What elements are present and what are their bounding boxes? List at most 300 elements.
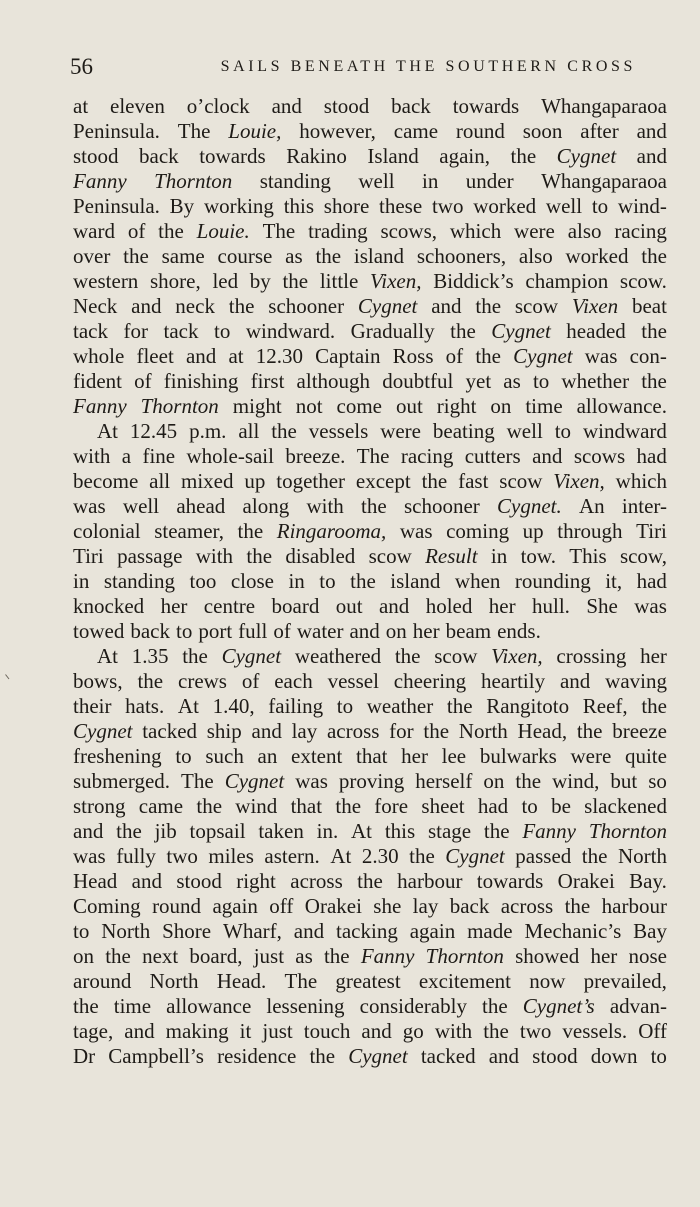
word: worked (565, 244, 629, 268)
word: time (113, 994, 152, 1018)
word: through (557, 519, 623, 543)
word: scows (573, 444, 626, 468)
word: came (138, 794, 184, 818)
word: Coming (73, 894, 141, 918)
word: The (262, 219, 296, 243)
word: was (634, 594, 667, 618)
word: board, (189, 944, 243, 968)
word: coming (446, 519, 510, 543)
word: the (421, 469, 448, 493)
text-line (73, 94, 667, 119)
word: and (349, 619, 380, 643)
text-line (73, 694, 667, 719)
word: western (73, 269, 139, 293)
word: Head (73, 869, 118, 893)
word: had (636, 444, 667, 468)
word: mixed (181, 469, 234, 493)
word: she (373, 894, 402, 918)
word: this (283, 194, 315, 218)
word: Bay. (629, 869, 667, 893)
word: tacked (142, 719, 198, 743)
word: Thornton (588, 819, 667, 843)
word: back (130, 619, 170, 643)
word: standing (103, 569, 175, 593)
word: back (391, 94, 431, 118)
word: North (149, 969, 199, 993)
word: the (483, 1019, 509, 1043)
word: go (402, 1019, 424, 1043)
word: vessels. (562, 1019, 628, 1043)
word: again (212, 894, 258, 918)
word: showed (515, 944, 580, 968)
word: to (319, 569, 336, 593)
word: tack (73, 319, 108, 343)
word: ends. (497, 619, 541, 643)
word: Thornton (140, 394, 219, 418)
word: the (450, 319, 476, 343)
word: taken (258, 819, 304, 843)
word: The (181, 769, 214, 793)
word: Ross (392, 344, 434, 368)
word: and (361, 1019, 392, 1043)
word: astern. (264, 844, 320, 868)
word: of (273, 619, 291, 643)
text-line (73, 594, 667, 619)
word: the (123, 244, 149, 268)
word: the (581, 844, 608, 868)
word: with (306, 494, 344, 518)
text-line (73, 519, 667, 544)
word: these (379, 194, 423, 218)
word: considerably (359, 994, 467, 1018)
word: this (384, 819, 416, 843)
word: was (73, 844, 106, 868)
word: wind- (617, 194, 667, 218)
word: Reef, (582, 694, 628, 718)
word: con- (629, 344, 667, 368)
word: port (198, 619, 233, 643)
word: fast (458, 469, 489, 493)
word: steamer, (154, 519, 224, 543)
word: crossing (556, 644, 627, 668)
word: slackened (584, 794, 667, 818)
word: Cygnet (491, 319, 551, 343)
word: close (230, 569, 274, 593)
word: the (641, 244, 667, 268)
word: Cygnet (73, 719, 133, 743)
word: just (253, 944, 285, 968)
word: whether (561, 369, 630, 393)
word: nose (628, 944, 667, 968)
word: tow. (520, 544, 556, 568)
text-line (73, 444, 667, 469)
word: a (121, 444, 132, 468)
word: breeze (612, 719, 667, 743)
word: were (570, 744, 612, 768)
word: made (467, 919, 513, 943)
word: might (232, 394, 282, 418)
word: across (326, 719, 380, 743)
word: along (242, 494, 290, 518)
word: up (244, 469, 266, 493)
word: Dr (73, 1044, 96, 1068)
word: the (475, 294, 502, 318)
word: was (399, 519, 433, 543)
word: Thornton (154, 169, 233, 193)
text-line (73, 319, 667, 344)
word: fully (116, 844, 156, 868)
word: prevailed, (583, 969, 667, 993)
word: Orakei (557, 869, 615, 893)
word: vessels (308, 419, 369, 443)
text-line (73, 819, 667, 844)
word: fine (142, 444, 176, 468)
text-line (73, 619, 667, 644)
word: beat (631, 294, 667, 318)
word: on (73, 944, 94, 968)
word: doubtful (382, 369, 454, 393)
word: the (271, 419, 297, 443)
word: tage, (73, 1019, 114, 1043)
word: again, (439, 144, 490, 168)
word: Tiri (73, 544, 104, 568)
word: was (295, 769, 328, 793)
text-line (73, 969, 667, 994)
word: shore (323, 194, 370, 218)
word: two (431, 194, 464, 218)
word: proving (338, 769, 405, 793)
word: yet (465, 369, 492, 393)
word: right (236, 869, 276, 893)
text-line (73, 194, 667, 219)
word: Cygnet (445, 844, 505, 868)
word: the (309, 1044, 336, 1068)
word: well (545, 194, 583, 218)
page-header (70, 52, 636, 82)
word: course (217, 244, 273, 268)
word: but (610, 769, 638, 793)
word: knocked (73, 594, 145, 618)
word: allowance. (576, 394, 667, 418)
text-line (73, 769, 667, 794)
word: Captain (315, 344, 381, 368)
word: the (116, 819, 142, 843)
word: time (525, 394, 563, 418)
text-line (73, 869, 667, 894)
text-line (73, 269, 667, 294)
word: herself (415, 769, 473, 793)
body-text (73, 94, 667, 1069)
word: the (158, 219, 184, 243)
word: it (239, 1019, 252, 1043)
word: Bay (633, 919, 667, 943)
word: the (73, 994, 99, 1018)
word: also (567, 219, 602, 243)
word: advan- (609, 994, 667, 1018)
word: passage (117, 544, 183, 568)
word: weathered (294, 644, 382, 668)
word: after (580, 119, 619, 143)
word: fident (73, 369, 122, 393)
word: the (182, 644, 208, 668)
word: bows, (73, 669, 123, 693)
word: o’clock (186, 94, 250, 118)
word: At (330, 844, 352, 868)
word: Ringarooma, (276, 519, 387, 543)
word: allowance (166, 994, 252, 1018)
word: become (73, 469, 139, 493)
word: to (532, 369, 550, 393)
word: same (161, 244, 205, 268)
word: 12.30 (255, 344, 303, 368)
word: by (249, 269, 271, 293)
word: well (122, 494, 160, 518)
stray-mark (5, 674, 10, 680)
word: with (434, 1019, 473, 1043)
word: Shore (162, 919, 212, 943)
word: be (551, 794, 571, 818)
page-number: 56 (70, 54, 93, 79)
word: came (393, 119, 439, 143)
word: two (166, 844, 198, 868)
word: breeze. (285, 444, 346, 468)
word: her (412, 619, 440, 643)
word: waving (605, 669, 667, 693)
word: the (510, 144, 537, 168)
word: in (421, 169, 439, 193)
word: North (458, 719, 508, 743)
word: towed (73, 619, 125, 643)
word: the (137, 669, 164, 693)
word: making (165, 1019, 229, 1043)
text-line (73, 644, 667, 669)
word: on (483, 769, 505, 793)
word: lay (412, 894, 439, 918)
word: come (336, 394, 382, 418)
word: and (636, 144, 667, 168)
word: and (559, 669, 591, 693)
text-line (73, 219, 667, 244)
text-line (73, 294, 667, 319)
word: in (288, 569, 305, 593)
word: was (73, 494, 106, 518)
word: stage (427, 819, 472, 843)
word: Vixen, (491, 644, 543, 668)
word: Rakino (286, 144, 347, 168)
word: cutters (464, 444, 521, 468)
word: on (490, 394, 512, 418)
word: the (350, 569, 376, 593)
word: Louie. (196, 219, 250, 243)
word: 1.40, (212, 694, 255, 718)
word: on (385, 619, 407, 643)
word: rounding (514, 569, 591, 593)
word: well (506, 419, 543, 443)
word: the (482, 994, 508, 1018)
word: 2.30 (361, 844, 399, 868)
word: her (160, 594, 188, 618)
word: Cygnet (224, 769, 285, 793)
word: An (579, 494, 605, 518)
word: except (355, 469, 411, 493)
word: board (271, 594, 320, 618)
word: finishing (163, 369, 239, 393)
word: to (73, 919, 90, 943)
word: as (295, 944, 313, 968)
word: all (149, 469, 171, 493)
word: island (390, 569, 441, 593)
word: for (123, 319, 148, 343)
word: was (584, 344, 618, 368)
text-line (73, 919, 667, 944)
word: weather (366, 694, 434, 718)
word: quite (624, 744, 667, 768)
word: tacking (336, 919, 398, 943)
word: tacked (420, 1044, 476, 1068)
word: racing (614, 219, 667, 243)
word: and (124, 1019, 155, 1043)
word: as (503, 369, 521, 393)
word: Cygnet (221, 644, 282, 668)
word: The (284, 969, 318, 993)
word: with (73, 444, 111, 468)
word: Wharf, (223, 919, 282, 943)
word: the (475, 344, 501, 368)
word: the (335, 794, 362, 818)
word: beam (445, 619, 492, 643)
word: At (351, 819, 373, 843)
word: to (175, 619, 193, 643)
word: such (205, 744, 244, 768)
word: holed (425, 594, 473, 618)
word: Orakei (304, 894, 362, 918)
word: schooners, (416, 244, 507, 268)
word: it, (605, 569, 623, 593)
word: and (293, 919, 325, 943)
word: North (617, 844, 667, 868)
word: again (409, 919, 456, 943)
text-line (73, 144, 667, 169)
word: whole-sail (186, 444, 274, 468)
word: harbour (397, 869, 463, 893)
text-line (73, 719, 667, 744)
word: 1.35 (131, 644, 169, 668)
word: towards (199, 144, 266, 168)
word: the (423, 719, 450, 743)
word: stood (176, 869, 222, 893)
word: her (590, 944, 618, 968)
word: under (465, 169, 514, 193)
word: miles (208, 844, 254, 868)
word: the (228, 294, 255, 318)
word: out (335, 594, 363, 618)
text-line (73, 544, 667, 569)
word: were (380, 419, 421, 443)
text-line (73, 994, 667, 1019)
word: as (285, 244, 303, 268)
word: neck (175, 294, 215, 318)
word: Fanny (73, 169, 127, 193)
word: which (449, 219, 502, 243)
word: first (250, 369, 285, 393)
word: that (290, 794, 323, 818)
word: to (214, 319, 231, 343)
word: two (519, 1019, 552, 1043)
word: Cygnet (357, 294, 418, 318)
word: touch (303, 1019, 351, 1043)
word: her (640, 644, 667, 668)
word: across (500, 894, 554, 918)
word: to (554, 419, 572, 443)
word: shore, (150, 269, 201, 293)
word: scows, (380, 219, 438, 243)
word: crews (178, 669, 227, 693)
word: when (454, 569, 501, 593)
word: the (196, 794, 223, 818)
word: lee (441, 744, 467, 768)
word: Peninsula. (73, 194, 160, 218)
word: their (73, 694, 112, 718)
word: passed (515, 844, 572, 868)
word: vessel (327, 669, 379, 693)
word: Campbell’s (108, 1044, 204, 1068)
text-line (73, 794, 667, 819)
word: heartily (480, 669, 546, 693)
word: wind (235, 794, 278, 818)
word: in. (316, 819, 339, 843)
word: to (175, 744, 192, 768)
word: out (395, 394, 423, 418)
word: just (262, 1019, 293, 1043)
word: with (195, 544, 234, 568)
word: and (636, 119, 667, 143)
word: well (358, 169, 395, 193)
word: ship (206, 719, 242, 743)
word: that (355, 744, 388, 768)
word: to (521, 794, 538, 818)
word: Vixen (571, 294, 619, 318)
word: failing (268, 694, 324, 718)
word: little (319, 269, 359, 293)
word: By (169, 194, 195, 218)
word: scow. (619, 269, 667, 293)
word: up (522, 519, 544, 543)
word: island (353, 244, 405, 268)
word: down (590, 1044, 638, 1068)
word: Head, (517, 719, 568, 743)
word: lessening (266, 994, 345, 1018)
word: At (97, 419, 118, 443)
word: to (591, 194, 609, 218)
word: full (238, 619, 268, 643)
word: Head. (216, 969, 267, 993)
word: Cygnet (348, 1044, 408, 1068)
word: all (238, 419, 260, 443)
word: and (131, 869, 162, 893)
word: Whangaparaoa (541, 94, 667, 118)
word: although (296, 369, 371, 393)
word: scow (514, 294, 559, 318)
word: This (569, 544, 607, 568)
word: not (295, 394, 323, 418)
word: schooner (268, 294, 345, 318)
word: which (615, 469, 667, 493)
word: the (105, 944, 131, 968)
word: hats. (125, 694, 165, 718)
word: too (189, 569, 217, 593)
word: At (97, 644, 118, 668)
word: and (185, 344, 217, 368)
